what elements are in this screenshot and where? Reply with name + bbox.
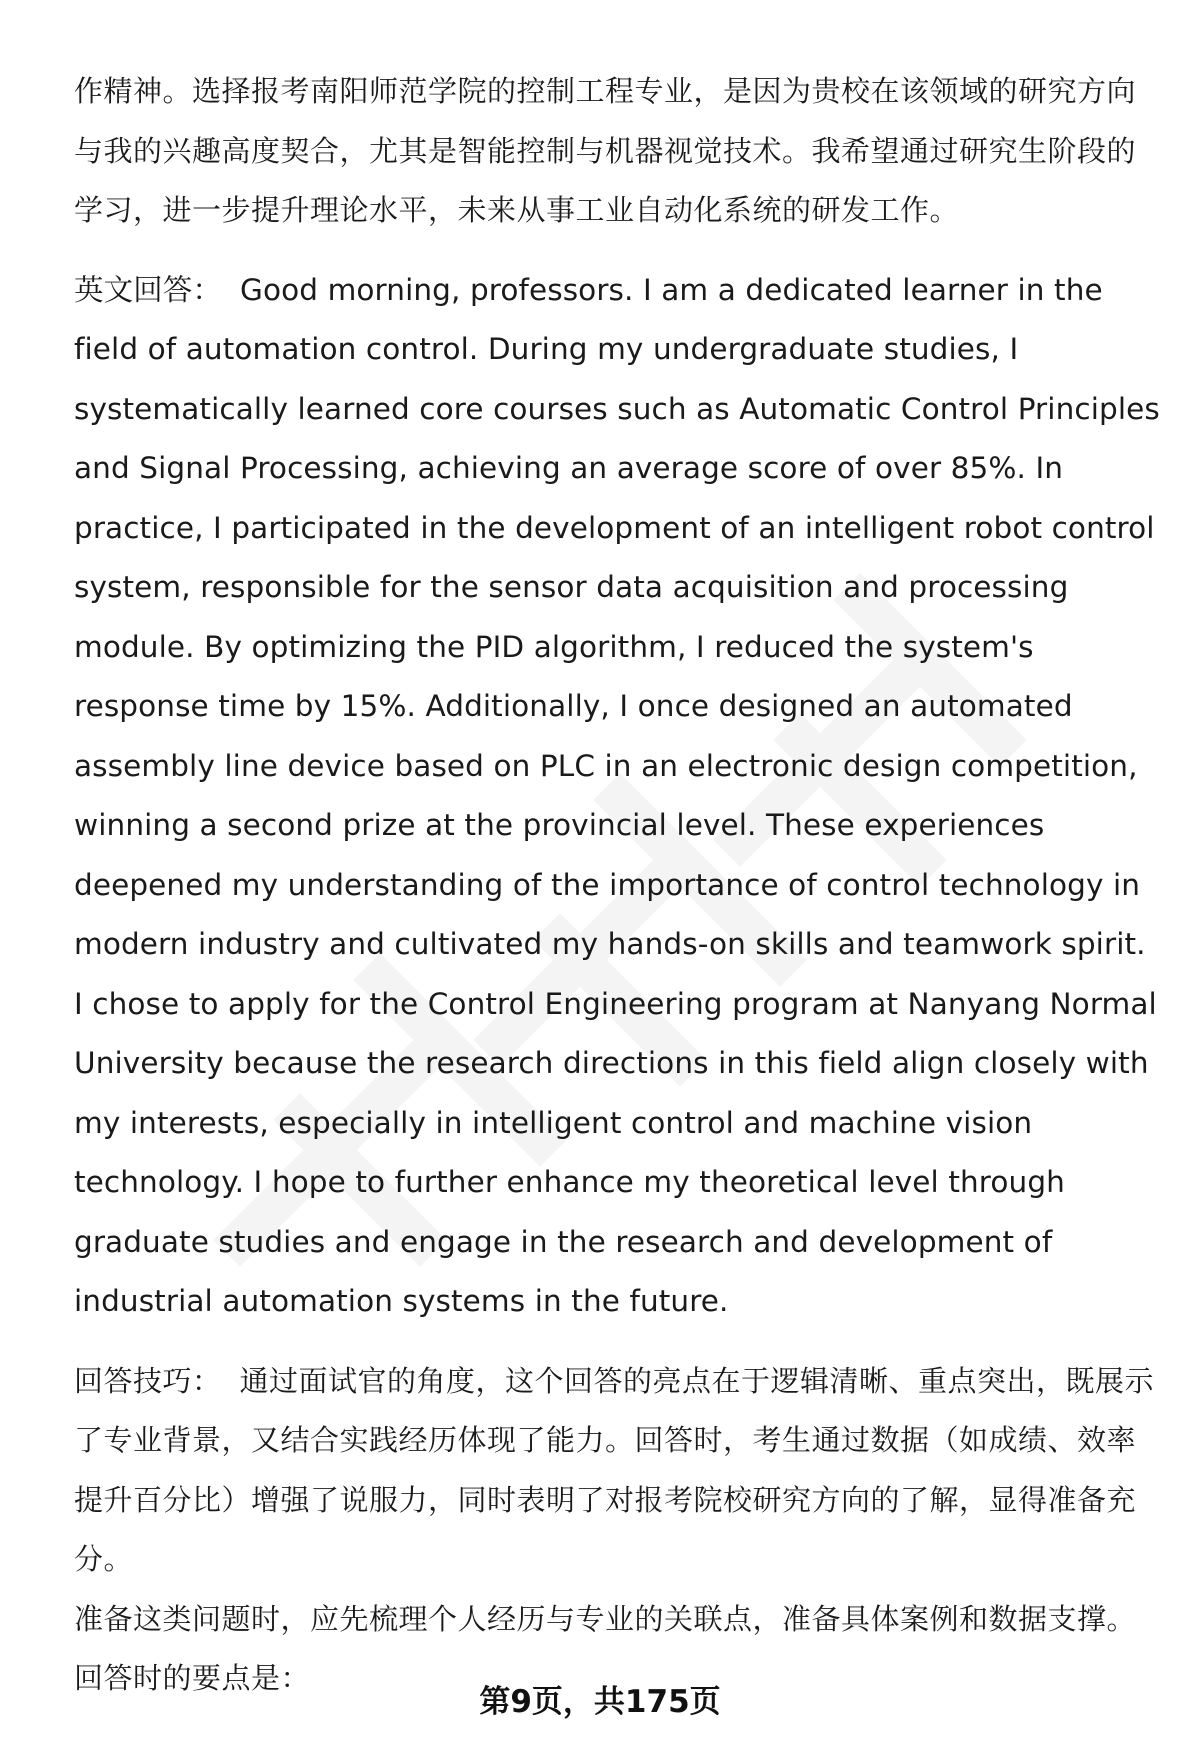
prep-paragraph: 准备这类问题时，应先梳理个人经历与专业的关联点，准备具体案例和数据支撑。 bbox=[74, 1601, 1137, 1636]
intro-paragraph: 作精神。选择报考南阳师范学院的控制工程专业，是因为贵校在该领域的研究方向与我的兴趣高度契合，尤其是智能控制与机器视觉技术。我希望通过研究生阶段的学习，进一步提升理论水平，未来从事工业自动化系统的研发工作。 bbox=[74, 74, 1137, 227]
tips-paragraph bbox=[74, 1352, 1160, 1590]
points-lead: 回答时的要点是： bbox=[74, 1661, 311, 1695]
page-footer: 第9页，共175页 bbox=[479, 1684, 721, 1720]
english-answer-label: 英文回答： bbox=[74, 272, 223, 307]
english-answer-paragraph bbox=[74, 261, 1160, 1332]
tips-text: 通过面试官的角度，这个回答的亮点在于逻辑清晰、重点突出，既展示了专业背景，又结合实践经历体现了能力。回答时，考生通过数据（如成绩、效率提升百分比）增强了说服力，同时表明了对报考院校研究方向的了解，显得准备充分。 bbox=[74, 1363, 1155, 1576]
english-answer-text: Good morning, professors. I am a dedicated learner in the field of automation control. During my undergraduate studies, I systematically learned core courses such as Automatic Control Principles and Signal Processing, achieving an average score of over 85%. In practice, I participated in the development of an intelligent robot control system, responsible for the sensor data acquisition and processing module. By optimizing the PID algorithm, I reduced the system's response time by 15%. Additionally, I once designed an automated assembly line device based on PLC in an electronic design competition, winning a second prize at the provincial level. These experiences deepened my understanding of the importance of control technology in modern industry and cultivated my hands-on skills and teamwork spirit. I chose to apply for the Control Engineering program at Nanyang Normal University because the research directions in this field align closely with my interests, especially in intelligent control and machine vision technology. I hope to further enhance my theoretical level through graduate studies and engage in the research and development of industrial automation systems in the future. bbox=[74, 272, 1160, 1318]
document-page bbox=[74, 62, 1160, 1709]
tips-label: 回答技巧： bbox=[74, 1363, 222, 1398]
